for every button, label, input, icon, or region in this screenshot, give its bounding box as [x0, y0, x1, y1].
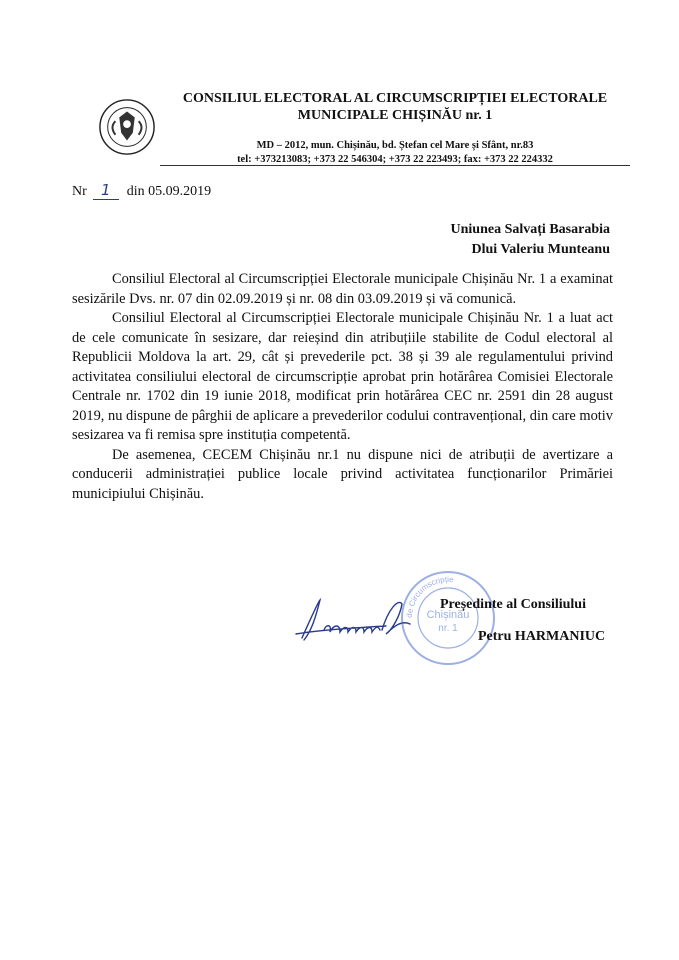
- addressee-person: Dlui Valeriu Munteanu: [471, 242, 610, 257]
- reference-line: [72, 181, 211, 200]
- body-paragraph-2: Consiliul Electoral al Circumscripției Electorale municipale Chișinău Nr. 1 a luat act de cele comunicate în sesizare, dar reieșind din atribuțiile stabilite de Codul electoral al Republicii Moldova la art. 29, cât și prevederile pct. 38 și 39 ale regulamentului privind activitatea consiliului electoral de circumscripție aprobat prin hotărârea Comisiei Electorale Centrale nr. 1702 din 19 iunie 2018, modificat prin hotărârea CEC nr. 2591 din 28 august 2019, nu dispune de pârghii de aplicare a prevederilor codului contravențional, din care motiv sesizarea va fi remisa spre instituția competentă.: [72, 310, 613, 443]
- addressee-organization: Uniunea Salvați Basarabia: [450, 222, 610, 237]
- stamp-text-center: Chișinău: [426, 609, 470, 621]
- republic-of-moldova-emblem-icon: [98, 98, 156, 156]
- official-stamp: [398, 568, 498, 668]
- organization-title-line2: MUNICIPALE CHIȘINĂU nr. 1: [297, 108, 493, 123]
- signatory-title: Președinte al Consiliului: [440, 597, 586, 612]
- contact-block: [160, 139, 630, 167]
- stamp-text-nr: nr. 1: [438, 623, 458, 634]
- letter-body: [72, 270, 613, 504]
- stamp-text-top: de Circumscripție: [404, 574, 454, 619]
- addressee-block: [380, 220, 610, 260]
- phones-line: tel: +373213083; +373 22 546304; +373 22 223493; fax: +373 22 224332: [237, 154, 553, 165]
- body-paragraph-3: De asemenea, CECEM Chișinău nr.1 nu dispune nici de atribuții de avertizare a conducerii administrației publice locale privind activitatea funcționarilor Primăriei municipiului Chișinău.: [72, 446, 613, 502]
- header-divider: [160, 165, 630, 166]
- body-paragraph-1: Consiliul Electoral al Circumscripției Electorale municipale Chișinău Nr. 1 a examinat sesizările Dvs. nr. 07 din 02.09.2019 și nr. 08 din 03.09.2019 și vă comunică.: [72, 271, 613, 307]
- address-line: MD – 2012, mun. Chișinău, bd. Ștefan cel Mare și Sfânt, nr.83: [256, 140, 534, 151]
- organization-title-line1: CONSILIUL ELECTORAL AL CIRCUMSCRIPȚIEI ELECTORALE: [182, 91, 608, 106]
- nr-value: 1: [93, 181, 119, 200]
- signatory-name: Petru HARMANIUC: [478, 629, 606, 644]
- organization-title: [160, 90, 630, 124]
- reference-date: din 05.09.2019: [126, 184, 212, 199]
- nr-label: Nr: [72, 184, 87, 199]
